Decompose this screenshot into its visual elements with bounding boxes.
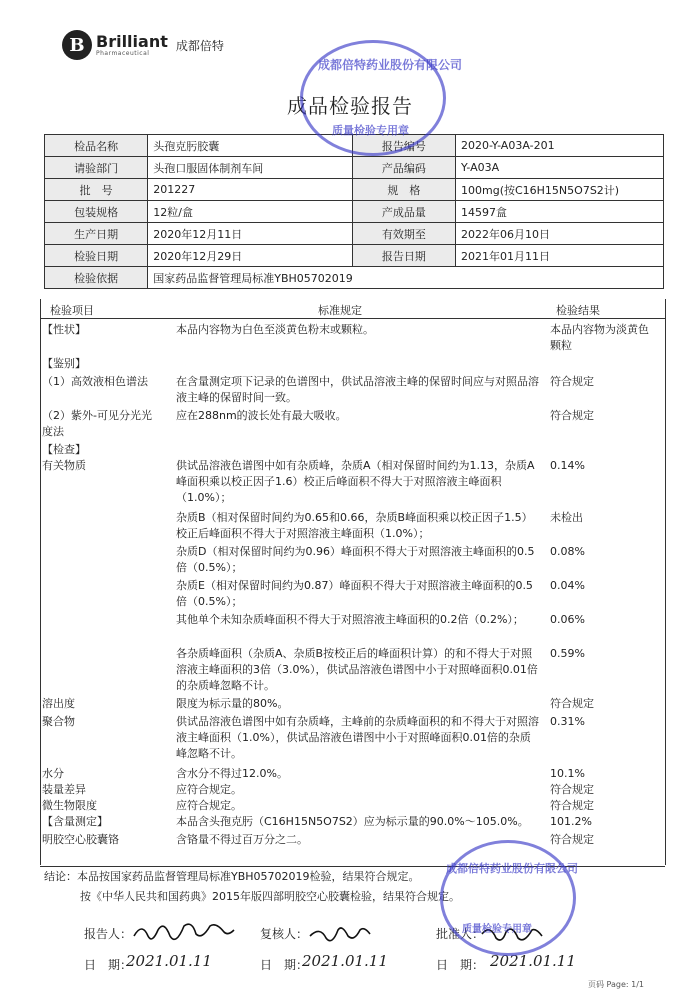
result-standard: 限度为标示量的80%。 [176,697,289,710]
reporter-date-label: 日 期： [84,958,133,972]
result-value: 0.14% [550,459,585,472]
result-item: 微生物限度 [42,799,97,812]
result-item: 【鉴别】 [42,357,86,370]
result-standard: 本品含头孢克肟（C16H15N5O7S2）应为标示量的90.0%～105.0%。 [176,815,529,828]
conclusion-line-1: 结论：本品按国家药品监督管理局标准YBH05702019检验，结果符合规定。 [44,870,420,883]
approver-date: 2021.01.11 [490,952,576,970]
result-value: 符合规定 [550,375,594,388]
result-item: 聚合物 [42,715,75,728]
approver-date-label: 日 期： [436,958,485,972]
result-standard: 含铬量不得过百万分之二。 [176,833,308,846]
result-value: 未检出 [550,511,583,524]
header-label: 产成品量 [352,201,455,223]
header-label: 请验部门 [45,157,148,179]
result-value: 符合规定 [550,833,594,846]
stamp-top-text: 成都倍特药业股份有限公司 [318,58,463,72]
approver-label: 批准人： [436,927,485,941]
result-value: 0.08% [550,545,585,558]
logo-mark: B [62,30,92,60]
result-value: 0.06% [550,613,585,626]
header-label: 报告编号 [352,135,455,157]
result-item: 溶出度 [42,697,75,710]
col-item-header: 检验项目 [50,304,94,317]
header-label: 检品名称 [45,135,148,157]
quality-stamp-bottom [440,840,576,956]
header-label: 规 格 [352,179,455,201]
header-label: 产品编码 [352,157,455,179]
result-standard: 在含量测定项下记录的色谱图中，供试品溶液主峰的保留时间应与对照品溶液主峰的保留时间一致。 [176,375,539,404]
result-value: 本品内容物为淡黄色颗粒 [550,323,649,352]
company-logo [62,30,224,60]
basis-row [45,267,664,289]
result-item: 【检查】 [42,443,86,456]
result-standard: 含水分不得过12.0%。 [176,767,288,780]
col-result-header: 检验结果 [556,304,600,317]
stamp-top-sub: 质量检验专用章 [332,124,409,137]
logo-brand: Brilliant [96,32,168,51]
logo-brand-sub: Pharmaceutical [96,50,150,57]
result-standard: 杂质B（相对保留时间约为0.65和0.66，杂质B峰面积乘以校正因子1.5）校正后峰面积不得大于对照溶液主峰面积（1.0%）； [176,511,533,540]
result-value: 符合规定 [550,697,594,710]
result-value: 10.1% [550,767,585,780]
header-value: 12粒/盒 [148,201,353,223]
header-row [45,223,664,245]
header-row [45,245,664,267]
page-number: 页码 Page: 1/1 [587,980,644,989]
result-standard: 各杂质峰面积（杂质A、杂质B按校正后的峰面积计算）的和不得大于对照溶液主峰面积的3倍（3.0%），供试品溶液色谱图中小于对照峰面积0.01倍的杂质峰忽略不计。 [176,647,538,692]
result-value: 0.04% [550,579,585,592]
reporter-label: 报告人： [84,927,133,941]
header-label: 有效期至 [352,223,455,245]
header-value: 2020-Y-A03A-201 [456,135,664,157]
header-label: 生产日期 [45,223,148,245]
result-item: 水分 [42,767,64,780]
result-item: （2）紫外-可见分光光度法 [42,409,152,438]
result-item: 【含量测定】 [42,815,108,828]
header-value: 2020年12月29日 [148,245,353,267]
result-standard: 本品内容物为白色至淡黄色粉末或颗粒。 [176,323,374,336]
report-title: 成品检验报告 [287,94,413,118]
header-value: 头孢口服固体制剂车间 [148,157,353,179]
reviewer-date: 2021.01.11 [302,952,388,970]
result-value: 0.59% [550,647,585,660]
header-row [45,179,664,201]
col-standard-header: 标准规定 [318,304,362,317]
header-row [45,201,664,223]
result-value: 符合规定 [550,799,594,812]
header-value: 201227 [148,179,353,201]
header-divider [40,318,665,319]
result-value: 101.2% [550,815,592,828]
conclusion-line-2: 按《中华人民共和国药典》2015年版四部明胶空心胶囊检验，结果符合规定。 [80,890,460,903]
result-standard: 应符合规定。 [176,799,242,812]
header-value: 2022年06月10日 [456,223,664,245]
result-standard: 供试品溶液色谱图中如有杂质峰，主峰前的杂质峰面积的和不得大于对照溶液主峰面积（1.0%），供试品溶液色谱图中小于对照峰面积0.01倍的杂质峰忽略不计。 [176,715,539,760]
result-item: 装量差异 [42,783,86,796]
header-table [44,134,664,289]
header-value: 100mg(按C16H15N5O7S2计) [456,179,664,201]
result-value: 符合规定 [550,783,594,796]
reporter-date: 2021.01.11 [126,952,212,970]
result-standard: 应符合规定。 [176,783,242,796]
result-value: 符合规定 [550,409,594,422]
reviewer-signature [306,920,376,946]
result-item: 有关物质 [42,459,86,472]
result-standard: 其他单个未知杂质峰面积不得大于对照溶液主峰面积的0.2倍（0.2%）； [176,613,524,626]
header-label: 批 号 [45,179,148,201]
stamp-bottom-text: 成都倍特药业股份有限公司 [446,862,578,875]
reviewer-date-label: 日 期： [260,958,309,972]
company-name-cn: 成都倍特 [175,38,224,53]
header-label: 包装规格 [45,201,148,223]
header-value: 2020年12月11日 [148,223,353,245]
result-standard: 杂质E（相对保留时间约为0.87）峰面积不得大于对照溶液主峰面积的0.5倍（0.5%）； [176,579,533,608]
result-standard: 杂质D（相对保留时间约为0.96）峰面积不得大于对照溶液主峰面积的0.5倍（0.5%）； [176,545,535,574]
stamp-bottom-sub: 质量检验专用章 [462,924,532,935]
result-standard: 应在288nm的波长处有最大吸收。 [176,409,347,422]
header-value: 14597盒 [456,201,664,223]
reporter-signature [130,918,240,946]
header-value: 头孢克肟胶囊 [148,135,353,157]
header-value: Y-A03A [456,157,664,179]
result-standard: 供试品溶液色谱图中如有杂质峰，杂质A（相对保留时间约为1.13，杂质A峰面积乘以校正因子1.6）校正后峰面积不得大于对照溶液主峰面积（1.0%）； [176,459,535,504]
basis-value: 国家药品监督管理局标准YBH05702019 [148,267,664,289]
result-item: （1）高效液相色谱法 [42,375,148,388]
reviewer-label: 复核人： [260,927,309,941]
header-row [45,157,664,179]
header-label: 检验日期 [45,245,148,267]
header-value: 2021年01月11日 [456,245,664,267]
header-label: 报告日期 [352,245,455,267]
result-item: 【性状】 [42,323,86,336]
result-item: 明胶空心胶囊铬 [42,833,119,846]
basis-label: 检验依据 [45,267,148,289]
result-value: 0.31% [550,715,585,728]
